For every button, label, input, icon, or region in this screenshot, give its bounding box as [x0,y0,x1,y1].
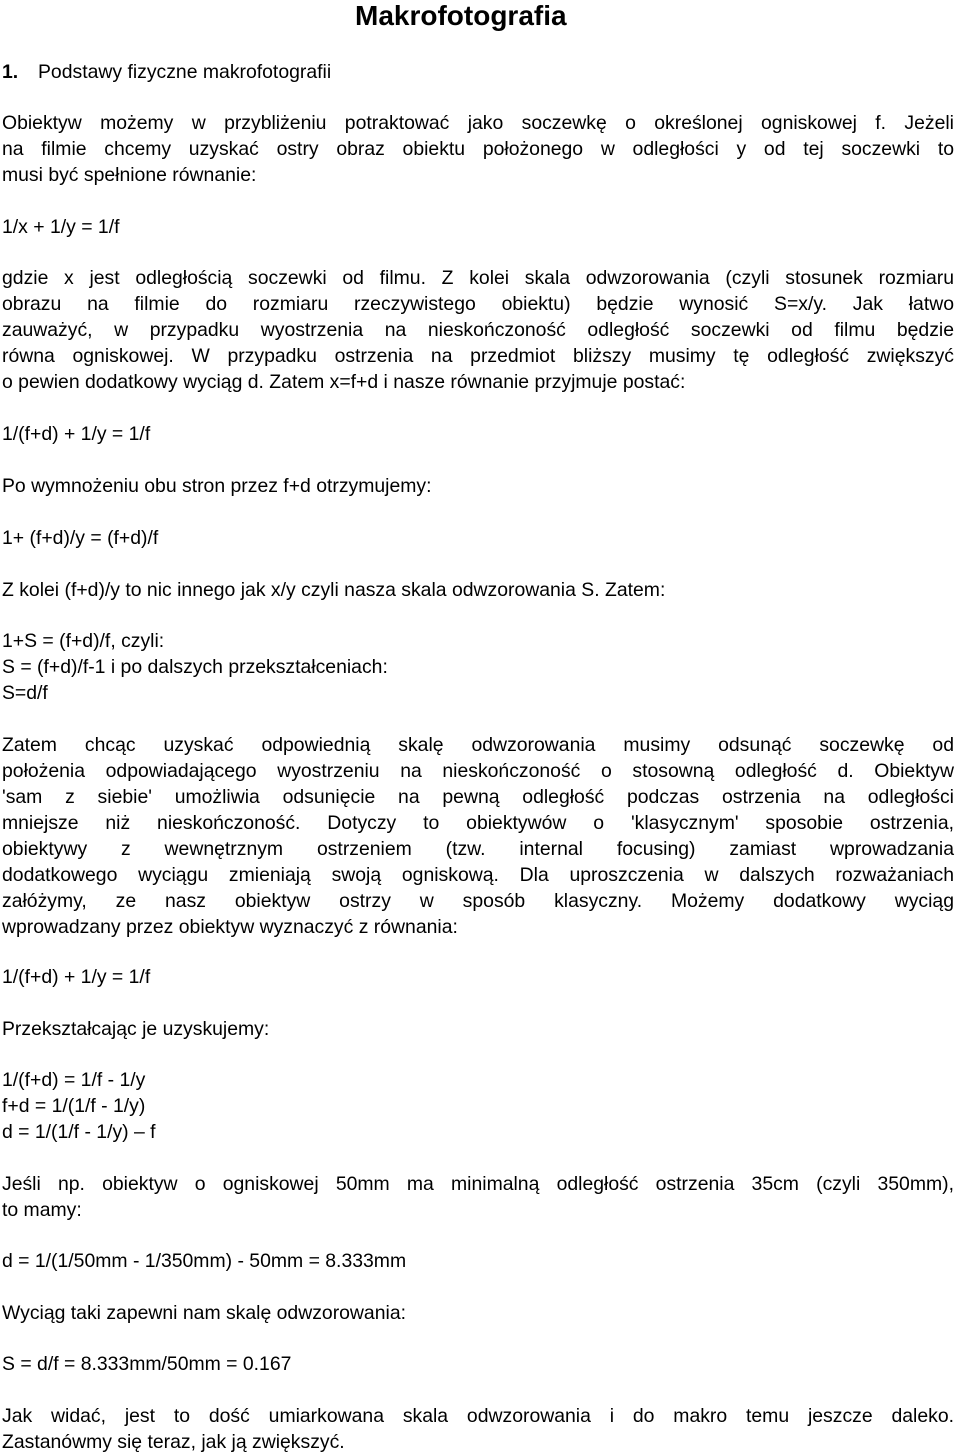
equation-lens [2,214,954,240]
text-line: Z kolei (f+d)/y to nic innego jak x/y czyli nasza skala odwzorowania S. Zatem: [2,579,666,601]
equation-line: d = 1/(1/f - 1/y) – f [2,1121,156,1143]
text-line: załóżymy, ze nasz obiektyw ostrzy w sposób klasyczny. Możemy dodatkowy wyciąg [2,890,954,912]
section-number: 1. [2,61,19,83]
equation-line: 1/(f+d) + 1/y = 1/f [2,966,151,988]
text-line: wprowadzany przez obiektyw wyznaczyć z równania: [2,916,458,938]
paragraph-result-scale [2,1300,954,1326]
text-line: równa ogniskowej. W przypadku ostrzenia na przedmiot bliższy musimy tę odległość zwiększyć [2,345,954,367]
text-line: o pewien dodatkowy wyciąg d. Zatem x=f+d i nasze równanie przyjmuje postać: [2,371,686,393]
equation-block-scale [2,628,954,706]
text-line: Po wymnożeniu obu stron przez f+d otrzymujemy: [2,475,432,497]
text-line: musi być spełnione równanie: [2,164,257,186]
text-line: Jeśli np. obiektyw o ogniskowej 50mm ma minimalną odległość ostrzenia 35cm (czyli 350mm), [2,1173,954,1195]
text-line: mniejsze niż nieskończoność. Dotyczy to obiektywów o 'klasycznym' sposobie ostrzenia, [2,812,954,834]
equation-line: 1/(f+d) + 1/y = 1/f [2,423,151,445]
text-line: to mamy: [2,1199,82,1221]
equation-line: 1/(f+d) = 1/f - 1/y [2,1069,146,1091]
equation-example-d [2,1248,954,1274]
document-title: Makrofotografia [355,0,567,31]
text-line: Przekształcając je uzyskujemy: [2,1018,270,1040]
text-line: zauważyć, w przypadku wyostrzenia na nieskończoność odległość soczewki od filmu będzie [2,319,954,341]
equation-block-transform [2,1067,954,1145]
equation-line: 1+S = (f+d)/f, czyli: [2,630,165,652]
equation-example-s [2,1351,954,1377]
section-title: Podstawy fizyczne makrofotografii [38,61,332,83]
equation-line: 1+ (f+d)/y = (f+d)/f [2,527,159,549]
section-heading [2,59,331,85]
paragraph-multiply [2,473,954,499]
paragraph-conclusion [2,1403,954,1455]
equation-line: S=d/f [2,682,48,704]
text-line: Wyciąg taki zapewni nam skalę odwzorowania: [2,1302,406,1324]
equation-line: f+d = 1/(1/f - 1/y) [2,1095,146,1117]
text-line: gdzie x jest odległością soczewki od filmu. Z kolei skala odwzorowania (czyli stosunek rozmiaru [2,267,954,289]
text-line: obiektywy z wewnętrznym ostrzeniem (tzw. internal focusing) zamiast wprowadzania [2,838,954,860]
paragraph-scale [2,265,954,395]
text-line: położenia odpowiadającego wyostrzeniu na nieskończoność o stosowną odległość d. Obiektyw [2,760,954,782]
paragraph-intro [2,110,954,188]
text-line: 'sam z siebie' umożliwia odsunięcie na pewną odległość podczas ostrzenia na odległości [2,786,954,808]
paragraph-transform [2,1016,954,1042]
equation-line: d = 1/(1/50mm - 1/350mm) - 50mm = 8.333mm [2,1250,407,1272]
text-line: Obiektyw możemy w przybliżeniu potraktować jako soczewkę o określonej ogniskowej f. Jeżeli [2,112,954,134]
text-line: Zatem chcąc uzyskać odpowiednią skalę odwzorowania musimy odsunąć soczewkę od [2,734,954,756]
equation-line: S = d/f = 8.333mm/50mm = 0.167 [2,1353,292,1375]
equation-multiplied [2,525,954,551]
paragraph-example [2,1171,954,1223]
text-line: na filmie chcemy uzyskać ostry obraz obiektu położonego w odległości y od tej soczewki to [2,138,954,160]
paragraph-scale-note [2,577,954,603]
equation-line: 1/x + 1/y = 1/f [2,216,120,238]
paragraph-focusing [2,732,954,940]
text-line: Jak widać, jest to dość umiarkowana skala odwzorowania i do makro temu jeszcze daleko. [2,1405,954,1427]
text-line: dodatkowego wyciągu zmieniają swoją ogniskową. Dla uproszczenia w dalszych rozważaniach [2,864,954,886]
text-line: Zastanówmy się teraz, jak ją zwiększyć. [2,1431,345,1453]
equation-extension [2,421,954,447]
equation-extension-2 [2,964,954,990]
text-line: obrazu na filmie do rozmiaru rzeczywistego obiektu) będzie wynosić S=x/y. Jak łatwo [2,293,954,315]
equation-line: S = (f+d)/f-1 i po dalszych przekształceniach: [2,656,388,678]
